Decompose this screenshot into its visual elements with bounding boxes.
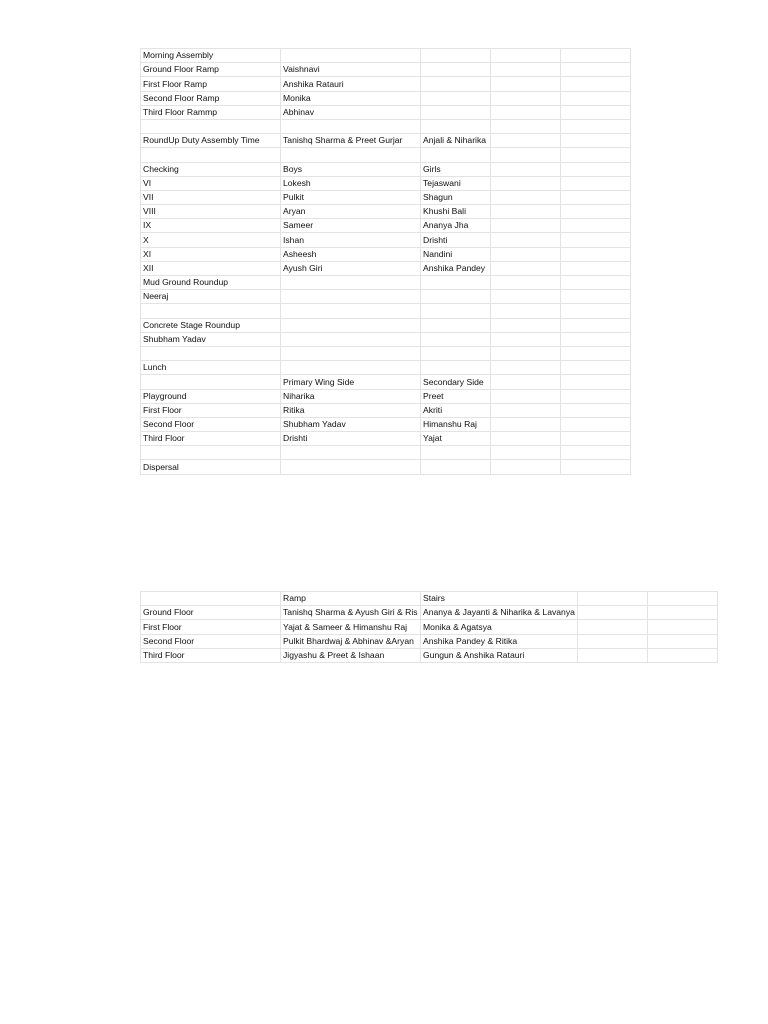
table-cell[interactable]	[491, 205, 561, 219]
table-cell[interactable]: Ramp	[281, 592, 421, 606]
table-cell[interactable]: Neeraj	[141, 290, 281, 304]
table-cell[interactable]	[561, 375, 631, 389]
table-cell[interactable]: Girls	[421, 162, 491, 176]
table-cell[interactable]: Second Floor Ramp	[141, 91, 281, 105]
table-row	[141, 205, 631, 219]
table-cell[interactable]	[421, 318, 491, 332]
table-row	[141, 432, 631, 446]
table-row	[141, 190, 631, 204]
table-cell[interactable]	[491, 375, 561, 389]
table-cell[interactable]: Monika	[281, 91, 421, 105]
table-row	[141, 634, 718, 648]
floor-duty-table-body	[141, 592, 718, 663]
table-cell[interactable]: Third Floor	[141, 432, 281, 446]
table-cell[interactable]: Nandini	[421, 247, 491, 261]
table-cell[interactable]	[647, 648, 717, 662]
table-cell[interactable]	[491, 176, 561, 190]
table-cell[interactable]	[491, 105, 561, 119]
table-cell[interactable]: Himanshu Raj	[421, 417, 491, 431]
table-cell[interactable]: Yajat & Sameer & Himanshu Raj	[281, 620, 421, 634]
table-cell[interactable]	[491, 346, 561, 360]
table-row	[141, 134, 631, 148]
table-cell[interactable]	[281, 119, 421, 133]
table-cell[interactable]	[561, 134, 631, 148]
table-cell[interactable]: VII	[141, 190, 281, 204]
table-cell[interactable]: First Floor Ramp	[141, 77, 281, 91]
table-cell[interactable]: Pulkit	[281, 190, 421, 204]
table-cell[interactable]	[421, 105, 491, 119]
table-row	[141, 162, 631, 176]
table-cell[interactable]	[491, 332, 561, 346]
table-cell[interactable]	[561, 119, 631, 133]
table-cell[interactable]: RoundUp Duty Assembly Time	[141, 134, 281, 148]
table-cell[interactable]: Shagun	[421, 190, 491, 204]
table-cell[interactable]	[491, 190, 561, 204]
table-cell[interactable]: First Floor	[141, 620, 281, 634]
table-cell[interactable]: Morning Assembly	[141, 49, 281, 63]
table-cell[interactable]	[561, 460, 631, 474]
table-cell[interactable]	[561, 403, 631, 417]
table-cell[interactable]	[561, 417, 631, 431]
table-row	[141, 290, 631, 304]
table-cell[interactable]: Boys	[281, 162, 421, 176]
table-cell[interactable]: Third Floor Rammp	[141, 105, 281, 119]
table-row	[141, 346, 631, 360]
table-cell[interactable]	[141, 346, 281, 360]
table-cell[interactable]: Anjali & Niharika	[421, 134, 491, 148]
table-cell[interactable]	[561, 162, 631, 176]
table-cell[interactable]: Aryan	[281, 205, 421, 219]
table-cell[interactable]	[421, 63, 491, 77]
table-cell[interactable]	[561, 247, 631, 261]
table-cell[interactable]: Preet	[421, 389, 491, 403]
table-cell[interactable]	[561, 49, 631, 63]
table-row	[141, 233, 631, 247]
table-row	[141, 219, 631, 233]
table-cell[interactable]	[421, 276, 491, 290]
table-cell[interactable]: Anshika Pandey & Ritika	[421, 634, 578, 648]
table-cell[interactable]	[561, 432, 631, 446]
table-row	[141, 361, 631, 375]
table-cell[interactable]	[421, 91, 491, 105]
table-row	[141, 375, 631, 389]
table-cell[interactable]	[491, 446, 561, 460]
table-cell[interactable]	[421, 77, 491, 91]
table-row	[141, 105, 631, 119]
table-cell[interactable]	[141, 592, 281, 606]
table-cell[interactable]	[421, 148, 491, 162]
table-cell[interactable]	[491, 304, 561, 318]
table-cell[interactable]	[561, 233, 631, 247]
table-cell[interactable]	[421, 346, 491, 360]
table-cell[interactable]: Tanishq Sharma & Preet Gurjar	[281, 134, 421, 148]
table-row	[141, 648, 718, 662]
table-cell[interactable]	[281, 148, 421, 162]
table-cell[interactable]: Pulkit Bhardwaj & Abhinav &Aryan	[281, 634, 421, 648]
table-cell[interactable]	[577, 592, 647, 606]
table-cell[interactable]	[141, 304, 281, 318]
table-cell[interactable]	[281, 49, 421, 63]
table-cell[interactable]: Playground	[141, 389, 281, 403]
table-cell[interactable]: VIII	[141, 205, 281, 219]
table-cell[interactable]: Anshika Ratauri	[281, 77, 421, 91]
table-cell[interactable]	[421, 460, 491, 474]
table-cell[interactable]	[491, 134, 561, 148]
table-cell[interactable]	[491, 432, 561, 446]
table-cell[interactable]	[281, 304, 421, 318]
table-cell[interactable]: Vaishnavi	[281, 63, 421, 77]
table-row	[141, 261, 631, 275]
table-cell[interactable]	[577, 620, 647, 634]
table-cell[interactable]	[491, 247, 561, 261]
table-cell[interactable]	[491, 91, 561, 105]
table-row	[141, 446, 631, 460]
table-cell[interactable]: Mud Ground Roundup	[141, 276, 281, 290]
table-cell[interactable]	[561, 105, 631, 119]
table-cell[interactable]: Akriti	[421, 403, 491, 417]
table-cell[interactable]: Niharika	[281, 389, 421, 403]
table-cell[interactable]	[491, 290, 561, 304]
table-row	[141, 63, 631, 77]
table-cell[interactable]	[561, 346, 631, 360]
table-cell[interactable]	[491, 219, 561, 233]
table-cell[interactable]	[561, 176, 631, 190]
assembly-duty-table-body	[141, 49, 631, 475]
table-cell[interactable]	[491, 162, 561, 176]
table-cell[interactable]: Shubham Yadav	[281, 417, 421, 431]
table-row	[141, 620, 718, 634]
table-cell[interactable]: Third Floor	[141, 648, 281, 662]
table-cell[interactable]	[561, 219, 631, 233]
table-cell[interactable]	[491, 403, 561, 417]
table-cell[interactable]	[421, 119, 491, 133]
table-cell[interactable]	[561, 318, 631, 332]
table-cell[interactable]	[561, 276, 631, 290]
table-cell[interactable]: Stairs	[421, 592, 578, 606]
table-row	[141, 389, 631, 403]
table-row	[141, 606, 718, 620]
table-cell[interactable]: Lunch	[141, 361, 281, 375]
table-cell[interactable]	[647, 606, 717, 620]
table-cell[interactable]	[491, 318, 561, 332]
table-cell[interactable]: Second Floor	[141, 634, 281, 648]
table-cell[interactable]: Yajat	[421, 432, 491, 446]
table-cell[interactable]	[491, 389, 561, 403]
table-cell[interactable]: X	[141, 233, 281, 247]
table-cell[interactable]: First Floor	[141, 403, 281, 417]
table-cell[interactable]: Ritika	[281, 403, 421, 417]
table-cell[interactable]	[491, 417, 561, 431]
table-row	[141, 304, 631, 318]
table-cell[interactable]	[281, 276, 421, 290]
table-cell[interactable]	[141, 148, 281, 162]
table-cell[interactable]: Checking	[141, 162, 281, 176]
table-cell[interactable]	[281, 446, 421, 460]
table-cell[interactable]	[491, 77, 561, 91]
table-cell[interactable]	[281, 290, 421, 304]
table-cell[interactable]	[561, 332, 631, 346]
table-cell[interactable]: Primary Wing Side	[281, 375, 421, 389]
table-cell[interactable]	[421, 49, 491, 63]
table-cell[interactable]: Secondary Side	[421, 375, 491, 389]
table-cell[interactable]	[421, 332, 491, 346]
table-cell[interactable]	[421, 446, 491, 460]
table-cell[interactable]	[421, 304, 491, 318]
table-row	[141, 77, 631, 91]
table-row	[141, 247, 631, 261]
table-row	[141, 91, 631, 105]
table-cell[interactable]	[561, 205, 631, 219]
table-row	[141, 318, 631, 332]
table-cell[interactable]	[141, 446, 281, 460]
table-cell[interactable]: Drishti	[281, 432, 421, 446]
table-cell[interactable]: Dispersal	[141, 460, 281, 474]
table-cell[interactable]: Jigyashu & Preet & Ishaan	[281, 648, 421, 662]
table-cell[interactable]	[281, 332, 421, 346]
table-cell[interactable]	[491, 361, 561, 375]
table-cell[interactable]	[491, 261, 561, 275]
table-cell[interactable]	[281, 361, 421, 375]
table-cell[interactable]: Lokesh	[281, 176, 421, 190]
table-cell[interactable]: Abhinav	[281, 105, 421, 119]
table-cell[interactable]	[561, 261, 631, 275]
table-cell[interactable]	[491, 148, 561, 162]
assembly-duty-table	[140, 48, 631, 475]
table-cell[interactable]	[561, 77, 631, 91]
table-cell[interactable]: Anshika Pandey	[421, 261, 491, 275]
table-cell[interactable]	[491, 276, 561, 290]
table-cell[interactable]: Second Floor	[141, 417, 281, 431]
table-cell[interactable]: Sameer	[281, 219, 421, 233]
table-row	[141, 119, 631, 133]
table-cell[interactable]: Ananya Jha	[421, 219, 491, 233]
table-row	[141, 403, 631, 417]
table-cell[interactable]: Tanishq Sharma & Ayush Giri & Ris	[281, 606, 421, 620]
table-cell[interactable]	[421, 361, 491, 375]
table-cell[interactable]	[561, 63, 631, 77]
table-cell[interactable]	[281, 346, 421, 360]
table-cell[interactable]: XII	[141, 261, 281, 275]
table-cell[interactable]	[561, 446, 631, 460]
table-cell[interactable]	[561, 361, 631, 375]
table-cell[interactable]: Concrete Stage Roundup	[141, 318, 281, 332]
table-cell[interactable]: Ishan	[281, 233, 421, 247]
table-row	[141, 176, 631, 190]
table-cell[interactable]	[141, 375, 281, 389]
table-cell[interactable]	[491, 49, 561, 63]
table-cell[interactable]: Ayush Giri	[281, 261, 421, 275]
table-cell[interactable]	[491, 233, 561, 247]
table-row	[141, 460, 631, 474]
table-cell[interactable]: Ananya & Jayanti & Niharika & Lavanya	[421, 606, 578, 620]
table-cell[interactable]: Gungun & Anshika Ratauri	[421, 648, 578, 662]
table-row	[141, 592, 718, 606]
table-cell[interactable]	[561, 148, 631, 162]
table-cell[interactable]	[281, 318, 421, 332]
table-cell[interactable]: Asheesh	[281, 247, 421, 261]
table-cell[interactable]: IX	[141, 219, 281, 233]
table-cell[interactable]	[561, 91, 631, 105]
table-cell[interactable]: Ground Floor Ramp	[141, 63, 281, 77]
table-row	[141, 49, 631, 63]
table-cell[interactable]	[647, 592, 717, 606]
table-cell[interactable]	[561, 290, 631, 304]
table-cell[interactable]	[561, 304, 631, 318]
table-cell[interactable]: Shubham Yadav	[141, 332, 281, 346]
table-cell[interactable]: VI	[141, 176, 281, 190]
table-row	[141, 276, 631, 290]
table-row	[141, 332, 631, 346]
table-cell[interactable]	[561, 389, 631, 403]
table-cell[interactable]: XI	[141, 247, 281, 261]
table-cell[interactable]	[577, 606, 647, 620]
table-cell[interactable]	[491, 460, 561, 474]
table-cell[interactable]	[647, 620, 717, 634]
table-cell[interactable]	[421, 290, 491, 304]
table-cell[interactable]	[647, 634, 717, 648]
table-cell[interactable]	[281, 460, 421, 474]
table-cell[interactable]: Ground Floor	[141, 606, 281, 620]
table-cell[interactable]	[577, 634, 647, 648]
table-cell[interactable]	[577, 648, 647, 662]
table-cell[interactable]	[491, 119, 561, 133]
table-cell[interactable]: Khushi Bali	[421, 205, 491, 219]
table-cell[interactable]	[141, 119, 281, 133]
floor-duty-table	[140, 591, 718, 663]
table-cell[interactable]: Tejaswani	[421, 176, 491, 190]
table-cell[interactable]	[491, 63, 561, 77]
table-cell[interactable]	[561, 190, 631, 204]
table-cell[interactable]: Monika & Agatsya	[421, 620, 578, 634]
table-cell[interactable]: Drishti	[421, 233, 491, 247]
table-row	[141, 148, 631, 162]
table-row	[141, 417, 631, 431]
